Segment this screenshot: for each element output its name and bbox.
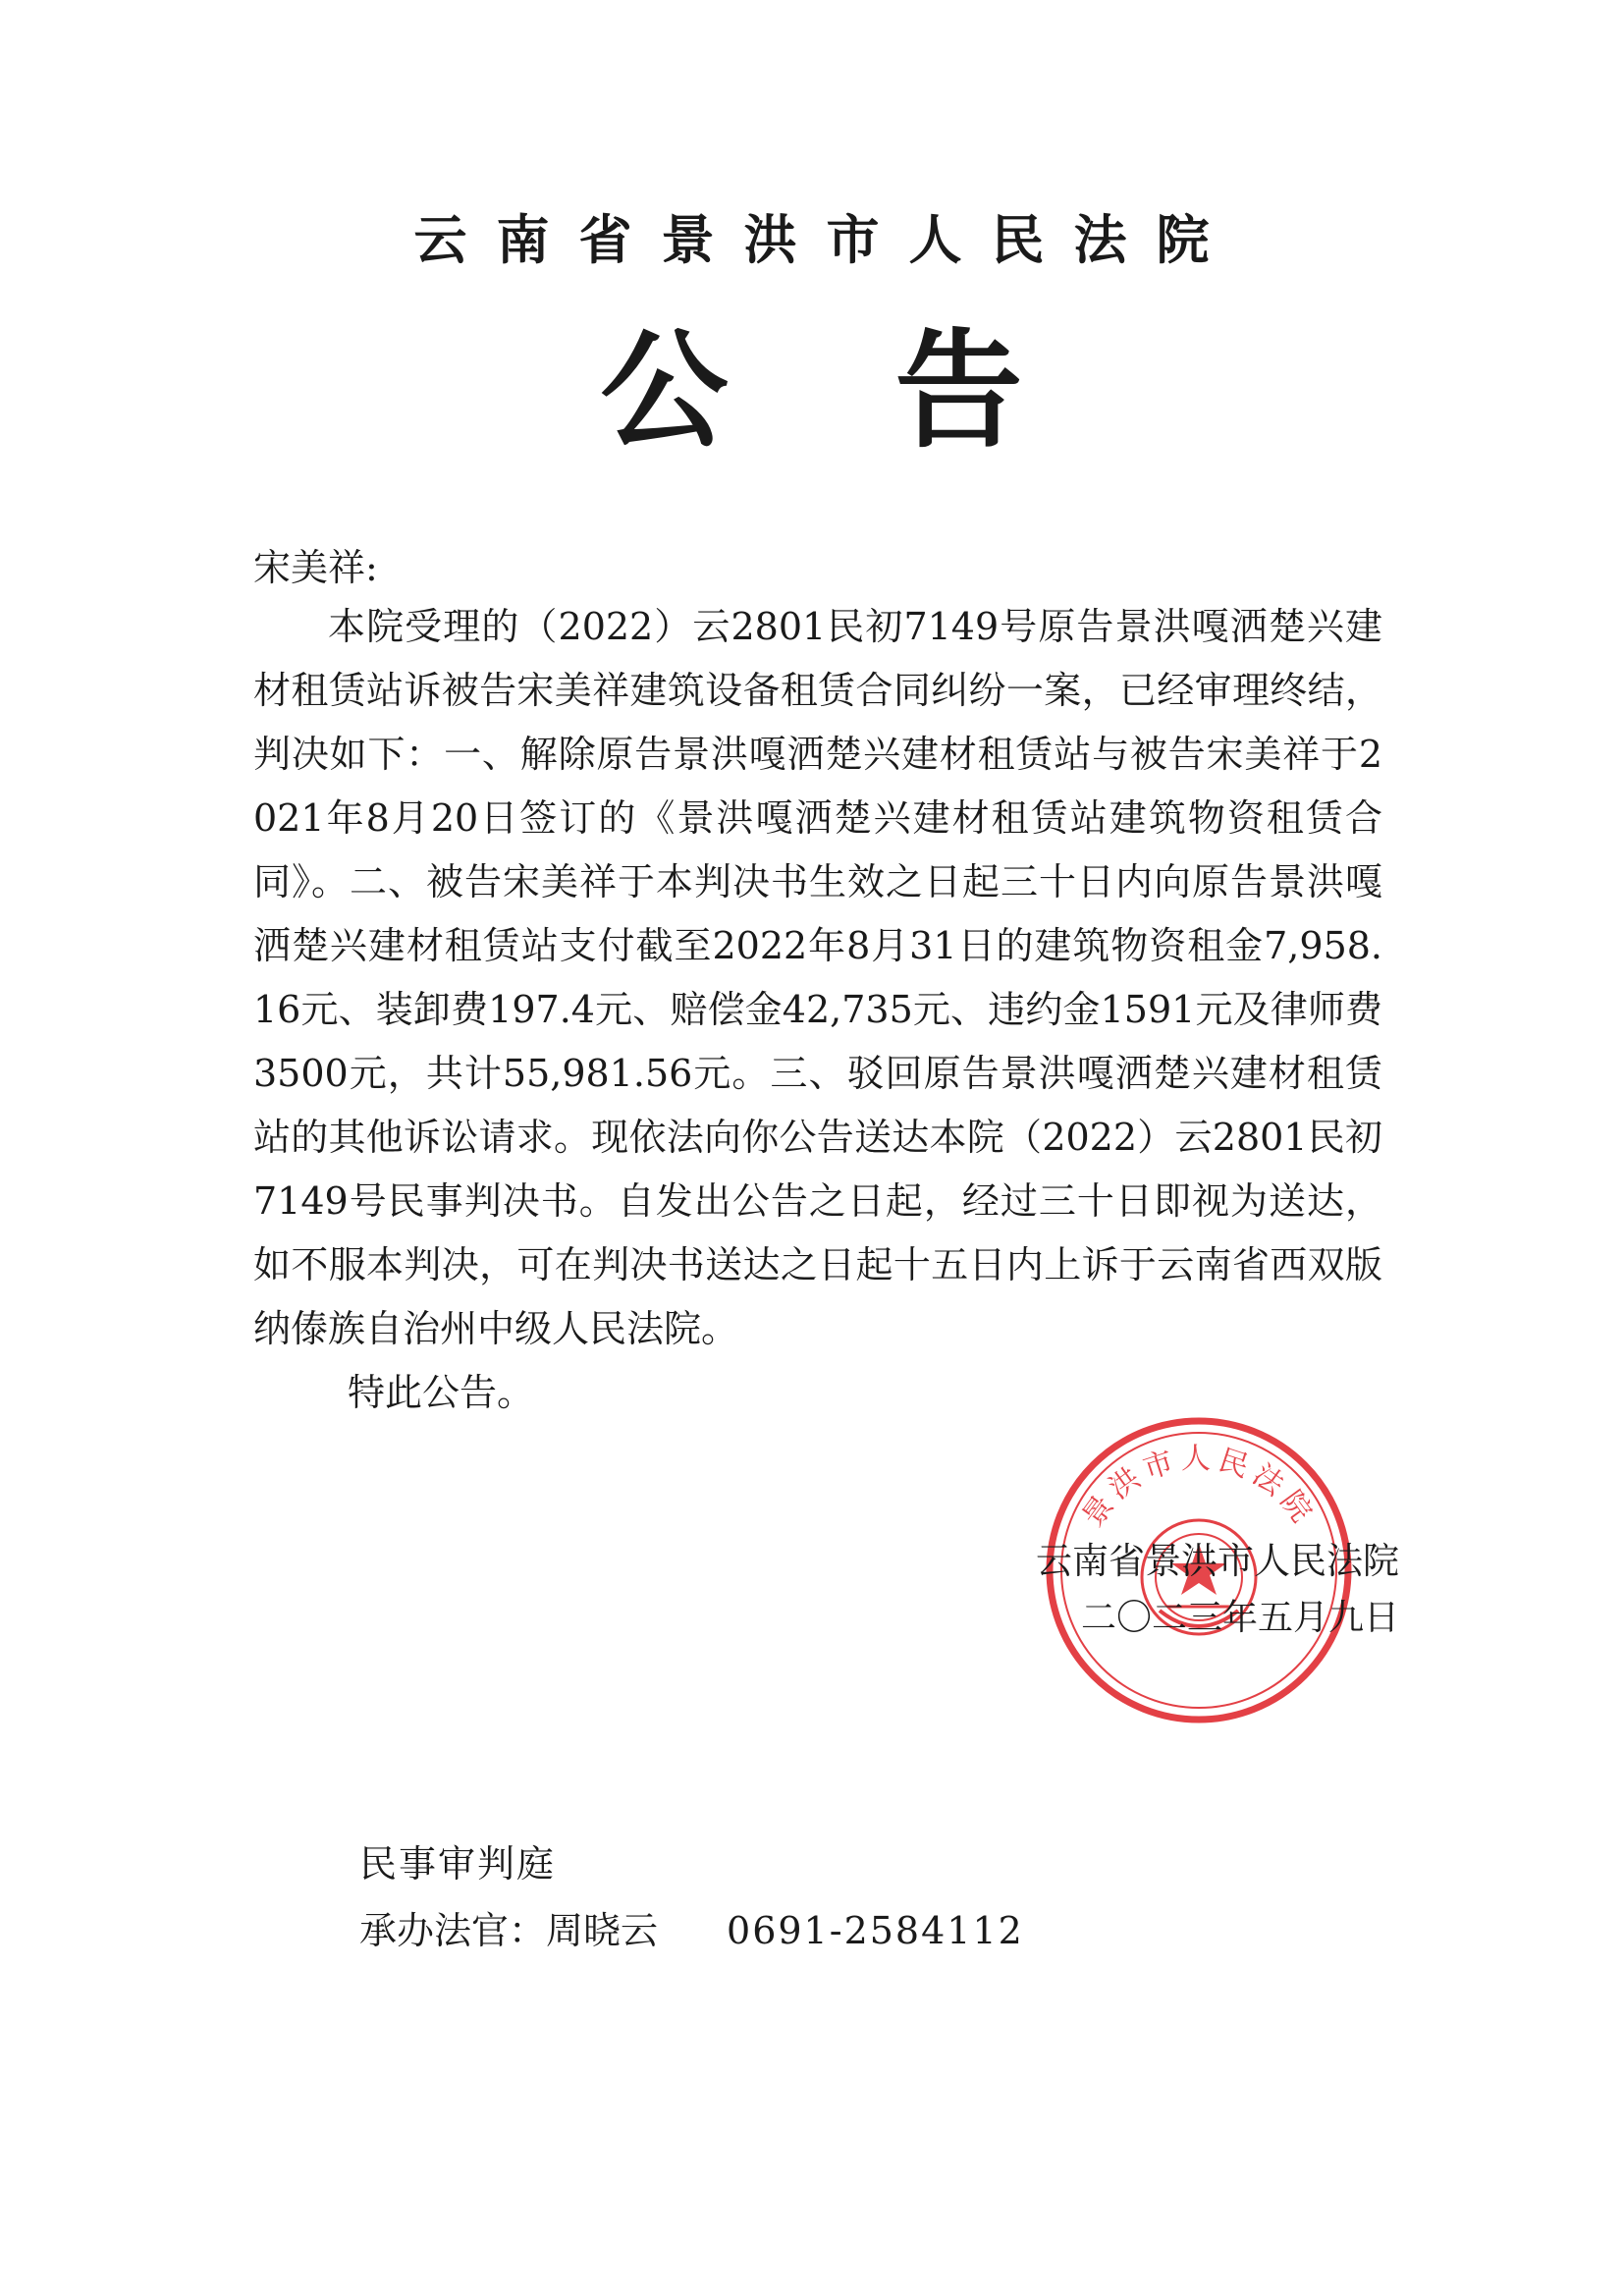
seal-text: 景洪市人民法院 [1075, 1442, 1323, 1534]
closing-remark: 特此公告。 [348, 1371, 535, 1414]
judge-name: 承办法官：周晓云 [359, 1909, 659, 1952]
signature-court-name: 云南省景洪市人民法院 [1036, 1540, 1399, 1582]
document-title: 公告 [600, 316, 1190, 465]
signature-date: 二〇二三年五月九日 [1080, 1598, 1399, 1638]
judge-contact-line [359, 1905, 1024, 1956]
addressee: 宋美祥: [253, 546, 378, 589]
notice-body-paragraph: 本院受理的（2022）云2801民初7149号原告景洪嘎洒楚兴建材租赁站诉被告宋美祥建筑设备租赁合同纠纷一案，已经审理终结，判决如下：一、解除原告景洪嘎洒楚兴建材租赁站与被告宋美祥于2021年8月20日签订的《景洪嘎洒楚兴建材租赁站建筑物资租赁合同》。二、被告宋美祥于本判决书生效之日起三十日内向原告景洪嘎洒楚兴建材租赁站支付截至2022年8月31日的建筑物资租金7,958.16元、装卸费197.4元、赔偿金42,735元、违约金1591元及律师费3500元，共计55,981.56元。三、驳回原告景洪嘎洒楚兴建材租赁站的其他诉讼请求。现依法向你公告送达本院（2022）云2801民初7149号民事判决书。自发出公告之日起，经过三十日即视为送达，如不服本判决，可在判决书送达之日起十五日内上诉于云南省西双版纳傣族自治州中级人民法院。 [253, 605, 1382, 1350]
contact-phone: 0691-2584112 [727, 1909, 1024, 1952]
court-name-heading: 云南省景洪市人民法院 [413, 209, 1239, 271]
handling-division: 民事审判庭 [359, 1842, 557, 1886]
